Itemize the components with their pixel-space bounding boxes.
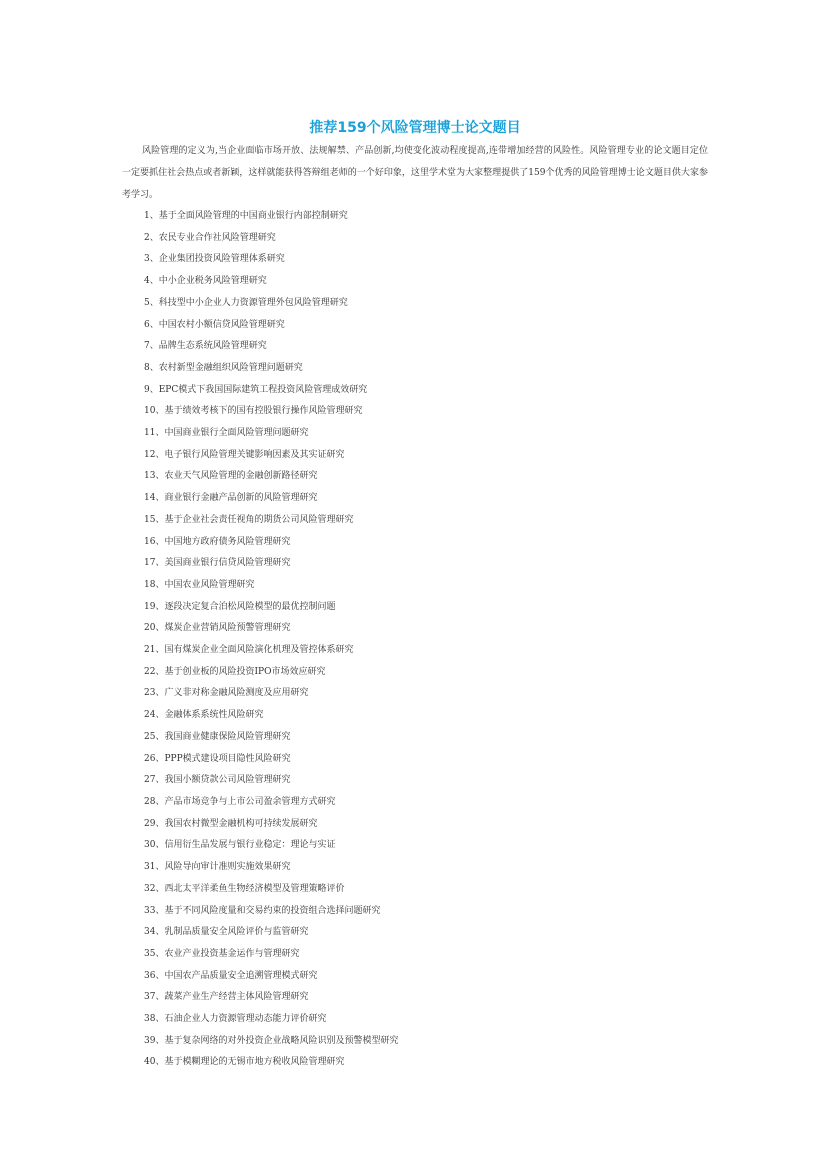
document-title: 推荐159个风险管理博士论文题目 — [309, 120, 521, 136]
list-item: 4、中小企业税务风险管理研究 — [144, 276, 267, 287]
list-item: 9、EPC模式下我国国际建筑工程投资风险管理成效研究 — [144, 384, 368, 395]
list-item: 40、基于模糊理论的无锡市地方税收风险管理研究 — [144, 1057, 345, 1068]
list-item: 2、农民专业合作社风险管理研究 — [144, 232, 276, 243]
list-item: 33、基于不同风险度量和交易约束的投资组合选择问题研究 — [144, 905, 381, 916]
list-item: 16、中国地方政府债务风险管理研究 — [144, 536, 291, 547]
list-item: 25、我国商业健康保险风险管理研究 — [144, 731, 291, 742]
intro-paragraph: 风险管理的定义为,当企业面临市场开放、法规解禁、产品创新,均使变化波动程度提高,连带增加经营的风险性。风险管理专业的论文题目定位一定要抓住社会热点或者新颖，这样就能获得答辩组老师的一个好印象，这里学术堂为大家整理提供了159个优秀的风险管理博士论文题目供大家参考学习。 — [122, 146, 708, 200]
list-item: 37、蔬菜产业生产经营主体风险管理研究 — [144, 992, 309, 1003]
list-item: 21、国有煤炭企业全面风险演化机理及管控体系研究 — [144, 645, 354, 656]
list-item: 32、西北太平洋柔鱼生物经济模型及管理策略评价 — [144, 883, 345, 894]
list-item: 7、品牌生态系统风险管理研究 — [144, 341, 267, 352]
list-item: 22、基于创业板的风险投资IPO市场效应研究 — [144, 666, 326, 677]
list-item: 36、中国农产品质量安全追溯管理模式研究 — [144, 970, 318, 981]
list-item: 5、科技型中小企业人力资源管理外包风险管理研究 — [144, 297, 348, 308]
list-item: 6、中国农村小额信贷风险管理研究 — [144, 319, 285, 330]
list-item: 8、农村新型金融组织风险管理问题研究 — [144, 362, 303, 373]
list-item: 15、基于企业社会责任视角的期货公司风险管理研究 — [144, 514, 354, 525]
list-item: 3、企业集团投资风险管理体系研究 — [144, 254, 285, 265]
list-item: 24、金融体系系统性风险研究 — [144, 710, 264, 721]
list-item: 27、我国小额贷款公司风险管理研究 — [144, 775, 291, 786]
list-item: 34、乳制品质量安全风险评价与监管研究 — [144, 927, 309, 938]
list-item: 10、基于绩效考核下的国有控股银行操作风险管理研究 — [144, 406, 363, 417]
list-item: 17、美国商业银行信贷风险管理研究 — [144, 558, 291, 569]
list-item: 39、基于复杂网络的对外投资企业战略风险识别及预警模型研究 — [144, 1035, 399, 1046]
list-item: 30、信用衍生品发展与银行业稳定：理论与实证 — [144, 840, 336, 851]
document-page — [122, 118, 708, 1074]
list-item: 14、商业银行金融产品创新的风险管理研究 — [144, 493, 318, 504]
list-item: 13、农业天气风险管理的金融创新路径研究 — [144, 471, 318, 482]
list-item: 31、风险导向审计准则实施效果研究 — [144, 862, 291, 873]
list-item: 23、广义非对称金融风险测度及应用研究 — [144, 688, 309, 699]
list-item: 20、煤炭企业营销风险预警管理研究 — [144, 623, 291, 634]
list-item: 26、PPP模式建设项目隐性风险研究 — [144, 753, 291, 764]
list-item: 12、电子银行风险管理关键影响因素及其实证研究 — [144, 449, 345, 460]
list-item: 19、逐段决定复合泊松风险模型的最优控制问题 — [144, 601, 336, 612]
topic-list — [122, 206, 708, 1074]
list-item: 11、中国商业银行全面风险管理问题研究 — [144, 428, 309, 439]
list-item: 38、石油企业人力资源管理动态能力评价研究 — [144, 1014, 327, 1025]
list-item: 1、基于全面风险管理的中国商业银行内部控制研究 — [144, 211, 348, 221]
list-item: 18、中国农业风险管理研究 — [144, 579, 255, 590]
list-item: 28、产品市场竞争与上市公司盈余管理方式研究 — [144, 796, 336, 807]
list-item: 35、农业产业投资基金运作与管理研究 — [144, 948, 300, 959]
list-item: 29、我国农村微型金融机构可持续发展研究 — [144, 818, 318, 829]
